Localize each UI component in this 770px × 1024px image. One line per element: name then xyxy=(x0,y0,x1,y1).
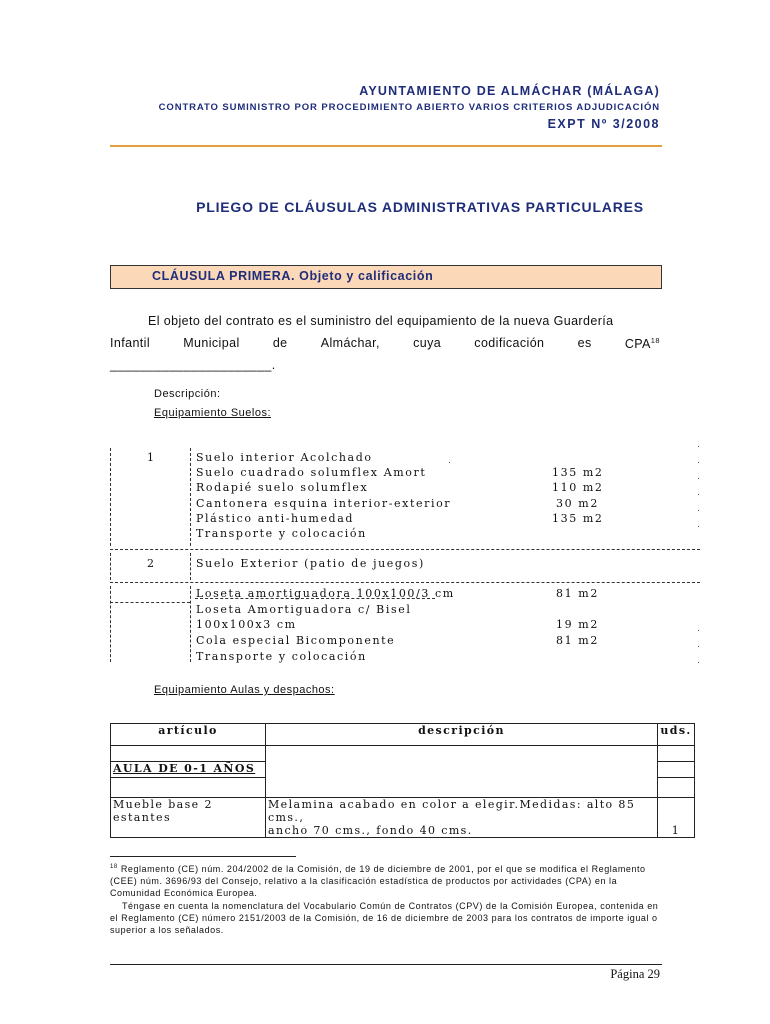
aulas-table xyxy=(110,723,695,838)
suelo-group-number: 1 xyxy=(147,451,156,464)
header-articulo: artículo xyxy=(111,724,266,746)
word: Infantil xyxy=(110,336,151,350)
suelo-item: Cola especial Bicomponente xyxy=(196,634,396,647)
suelo-group-title: Suelo Exterior (patio de juegos) xyxy=(196,557,425,570)
edge-dot xyxy=(698,662,699,663)
header-municipality: AYUNTAMIENTO DE ALMÁCHAR (MÁLAGA) xyxy=(359,84,660,98)
word: Municipal xyxy=(183,336,240,350)
suelos-separator-line xyxy=(190,553,191,580)
descripcion-label: Descripción: xyxy=(154,388,221,400)
suelo-qty: 110 m2 xyxy=(552,481,604,494)
edge-dot xyxy=(449,462,450,463)
footnote xyxy=(110,861,660,936)
edge-dot xyxy=(698,646,699,647)
header-contract-type: CONTRATO SUMINISTRO POR PROCEDIMIENTO ABIERTO VARIOS CRITERIOS ADJUDICACIÓN xyxy=(158,102,660,113)
footer-rule xyxy=(110,964,662,965)
cell-uds: 1 xyxy=(658,798,695,838)
header-descripcion: descripción xyxy=(266,724,658,746)
edge-dot xyxy=(698,494,699,495)
page-number: Página 29 xyxy=(610,967,660,981)
edge-dot xyxy=(698,462,699,463)
clause-title: CLÁUSULA PRIMERA. Objeto y calificación xyxy=(152,269,434,283)
suelos-left-line xyxy=(110,586,111,662)
suelo-item: Loseta amortiguadora 100x100/3 cm xyxy=(196,587,455,600)
object-paragraph-line3: ______________________. xyxy=(110,358,276,372)
table-row xyxy=(111,798,695,838)
document-title: PLIEGO DE CLÁUSULAS ADMINISTRATIVAS PARTICULARES xyxy=(196,199,644,215)
suelo-qty: 30 m2 xyxy=(556,497,599,510)
edge-dot xyxy=(698,630,699,631)
suelos-separator-line xyxy=(190,448,191,546)
word: es xyxy=(577,336,592,350)
suelo-item: Transporte y colocación xyxy=(196,650,367,663)
suelo-qty: 135 m2 xyxy=(552,466,604,479)
suelos-left-line xyxy=(110,553,111,580)
section-aula-0-1: AULA DE 0-1 AÑOS xyxy=(111,762,266,778)
word: codificación xyxy=(474,336,545,350)
edge-dot xyxy=(698,446,699,447)
suelos-label: Equipamiento Suelos: xyxy=(154,407,272,419)
cell-articulo: Mueble base 2 estantes xyxy=(111,798,266,838)
header-expedient: EXPT Nº 3/2008 xyxy=(547,117,660,131)
suelo-qty: 81 m2 xyxy=(556,587,599,600)
suelo-qty: 135 m2 xyxy=(552,512,604,525)
suelos-row-divider xyxy=(110,549,700,550)
header-rule xyxy=(110,145,662,147)
suelo-group-number: 2 xyxy=(147,557,156,570)
footnote-rule xyxy=(110,856,296,857)
edge-dot xyxy=(698,510,699,511)
table-header-row xyxy=(111,724,695,746)
suelo-item: 100x100x3 cm xyxy=(196,618,297,631)
aulas-label: Equipamiento Aulas y despachos: xyxy=(154,684,335,696)
word: de xyxy=(272,336,288,350)
suelo-item: Transporte y colocación xyxy=(196,527,367,540)
suelos-separator-line xyxy=(190,586,191,662)
footnote-p2: Téngase en cuenta la nomenclatura del Vocabulario Común de Contratos (CPV) de la Comisión Europea, contenida en el Reglamento (CE) número 2151/2003 de la Comisión, de 16 de diciembre de 2003 para los contratos de importe igual o superior a los señalados. xyxy=(110,900,659,936)
word: Almáchar, xyxy=(320,336,380,350)
suelo-item: Loseta Amortiguadora c/ Bisel xyxy=(196,603,412,616)
cell-descripcion: Melamina acabado en color a elegir.Medidas: alto 85 cms., ancho 70 cms., fondo 40 cms. xyxy=(266,798,658,838)
suelo-item: Suelo interior Acolchado xyxy=(196,451,373,464)
edge-dot xyxy=(698,478,699,479)
footnote-ref[interactable]: 18 xyxy=(650,336,660,345)
suelo-item: Cantonera esquina interior-exterior xyxy=(196,497,452,510)
header-uds: uds. xyxy=(658,724,695,746)
suelos-left-line xyxy=(110,448,111,546)
suelos-row-divider xyxy=(110,602,190,603)
suelo-qty: 81 m2 xyxy=(556,634,599,647)
object-paragraph-line2 xyxy=(110,336,660,351)
suelo-item: Plástico anti-humedad xyxy=(196,512,354,525)
suelo-qty: 19 m2 xyxy=(556,618,599,631)
object-paragraph-line1: El objeto del contrato es el suministro del equipamiento de la nueva Guardería xyxy=(148,314,614,328)
footnote-p1: $^{18}$ Reglamento (CE) núm. 204/2002 de la Comisión, de 19 de diciembre de 2001, por el que se modifica el Reglamento (CEE) núm. 3696/93 del Consejo, relativo a la clasificación estadística de productos por actividades (CPA) en la Comunidad Económica Europea. xyxy=(110,864,646,899)
suelo-item: Suelo cuadrado solumflex Amort xyxy=(196,466,427,479)
suelo-item: Rodapié suelo solumflex xyxy=(196,481,369,494)
table-row xyxy=(111,746,695,762)
edge-dot xyxy=(698,526,699,527)
suelos-row-divider xyxy=(110,582,700,583)
word-cpa: CPA$^{18}$ xyxy=(624,336,660,352)
word: cuya xyxy=(413,336,442,350)
